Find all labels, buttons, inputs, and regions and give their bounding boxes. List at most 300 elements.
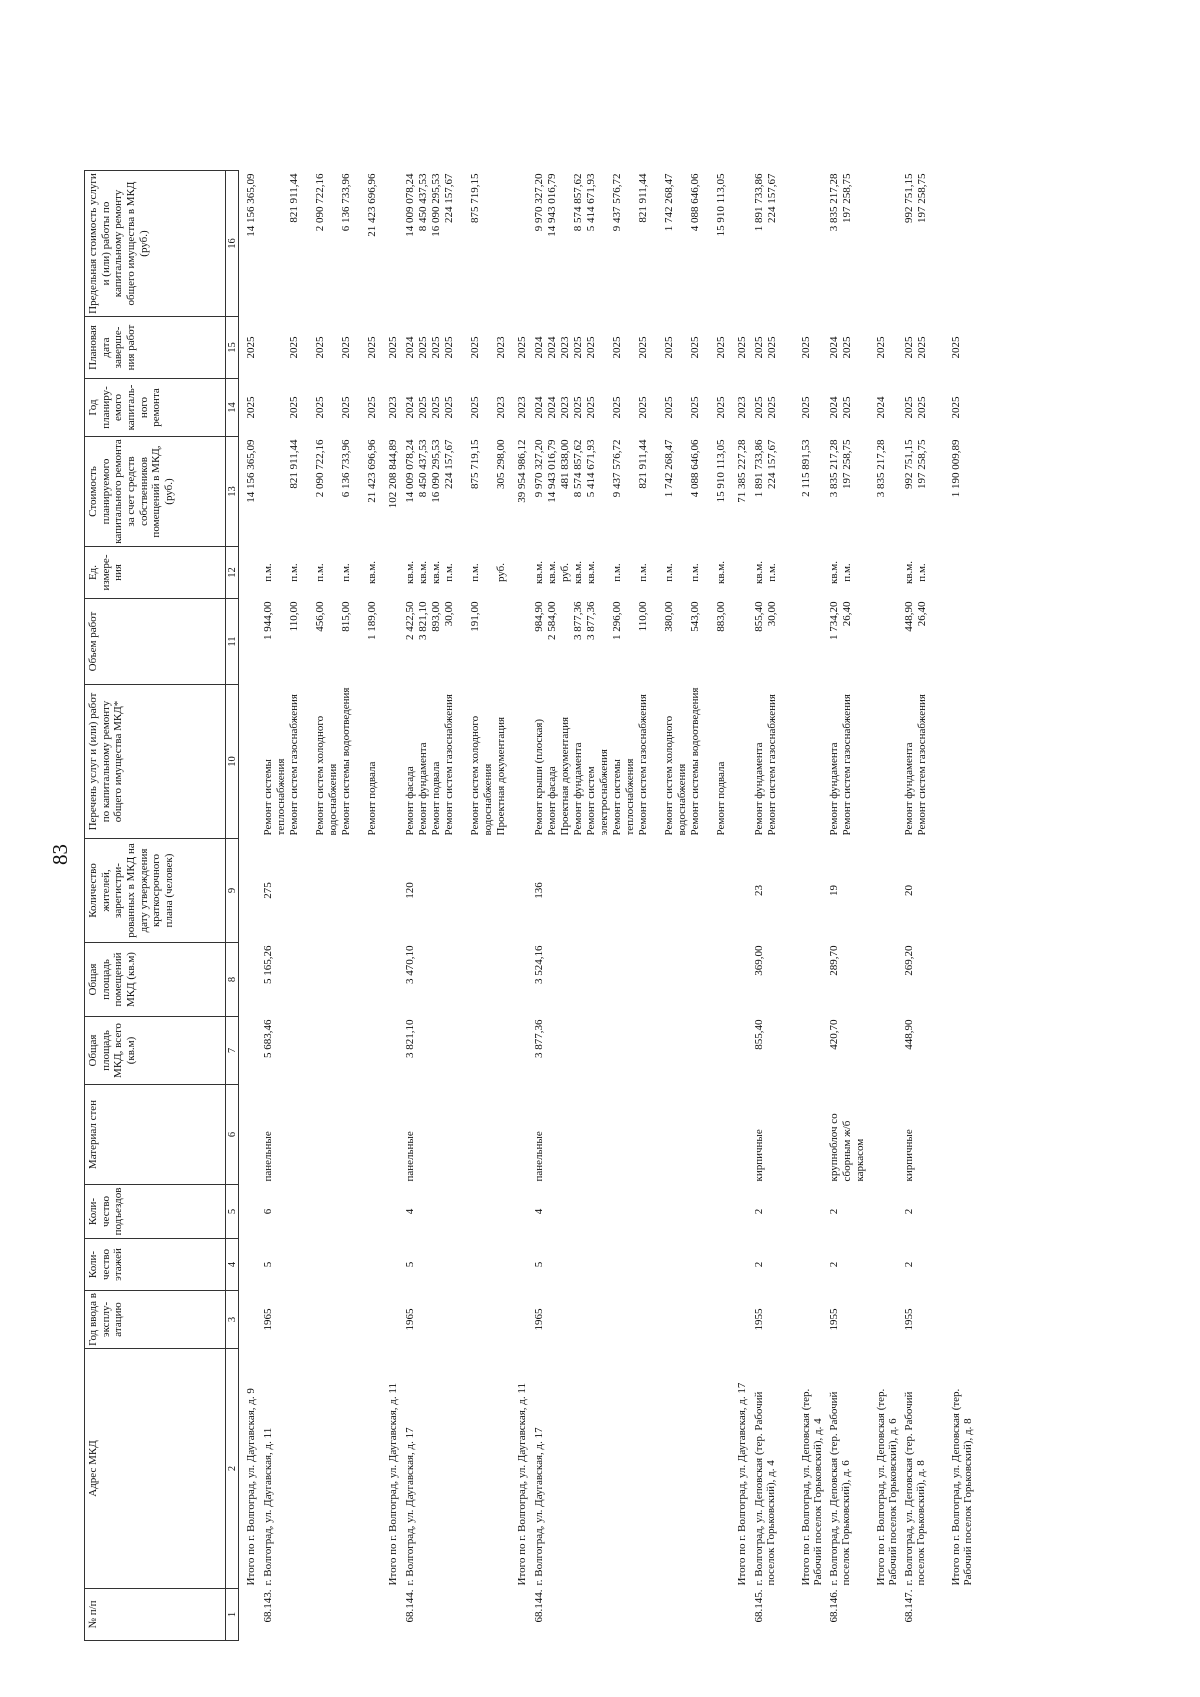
empty-cell	[381, 1239, 402, 1291]
row-number: 68.146.	[828, 1589, 840, 1623]
work-year-cell	[826, 379, 869, 437]
work-unit: кв.м.	[715, 561, 727, 584]
work-volume: 456,00	[314, 601, 326, 632]
work-volume: 3 821,10	[417, 601, 429, 640]
work-year-cell	[402, 379, 510, 437]
work-limit: 14 009 078,24	[404, 173, 416, 237]
col-header-residents: Количество жителей, зарегистри-рованных в МКД на дату утверждения краткосрочного плана (человек)	[85, 839, 226, 943]
work-limit-cell	[826, 171, 869, 317]
empty-cell	[730, 547, 751, 599]
col-header-cost: Стоимость планируемого капитального ремонта за счет средств собственников помещений в МКД, (руб.)	[85, 437, 226, 547]
row-number: 68.147.	[903, 1589, 915, 1623]
work-cost: 197 258,75	[841, 439, 853, 489]
work-unit: п.м.	[637, 563, 649, 582]
house-row	[260, 171, 381, 1641]
work-cost: 821 911,44	[288, 439, 300, 489]
work-name: Ремонт фундамента	[753, 742, 765, 836]
year-built: 1955	[753, 1308, 765, 1331]
work-limit: 8 574 857,62	[572, 173, 584, 232]
subtotal-limit	[381, 171, 402, 317]
work-volume: 1 734,20	[828, 601, 840, 640]
work-unit: п.м.	[340, 563, 352, 582]
empty-cell	[239, 1085, 261, 1185]
work-name: Ремонт крыши (плоская)	[533, 718, 545, 836]
work-year: 2025	[637, 396, 649, 419]
work-volume: 1 296,00	[611, 601, 623, 640]
work-volume-cell	[751, 599, 794, 685]
work-plan-date: 2025	[611, 336, 623, 359]
empty-cell	[869, 1185, 901, 1239]
work-cost: 305 298,00	[495, 439, 507, 489]
floors-count: 2	[828, 1261, 840, 1268]
empty-cell	[239, 1589, 261, 1641]
area-total: 5 683,46	[262, 1019, 274, 1058]
empty-cell	[869, 599, 901, 685]
work-volume: 3 877,36	[585, 601, 597, 640]
floors-count: 5	[404, 1261, 416, 1268]
empty-cell	[730, 1589, 751, 1641]
work-limit: 1 891 733,86	[753, 173, 765, 232]
empty-cell	[794, 685, 826, 839]
work-unit: кв.м.	[546, 561, 558, 584]
work-name: Проектная документация	[559, 716, 571, 836]
area-rooms: 369,00	[753, 945, 765, 976]
empty-cell	[730, 1017, 751, 1085]
wall-material: кирпичные	[753, 1129, 765, 1182]
empty-cell	[794, 943, 826, 1017]
work-year: 2025	[443, 396, 455, 419]
work-unit-cell	[901, 547, 944, 599]
work-year: 2025	[417, 396, 429, 419]
empty-cell	[510, 1589, 531, 1641]
work-unit-cell	[260, 547, 381, 599]
col-number: 16	[226, 171, 239, 317]
table-header	[85, 171, 239, 1641]
empty-cell	[944, 1185, 976, 1239]
work-plan-date: 2024	[404, 336, 416, 359]
work-unit-cell	[402, 547, 510, 599]
empty-cell	[730, 1291, 751, 1349]
work-cost: 15 910 113,05	[715, 439, 727, 503]
house-row	[751, 171, 794, 1641]
work-name: Ремонт системы теплоснабжения	[611, 758, 636, 836]
work-unit: п.м.	[766, 563, 778, 582]
subtotal-cost: 39 954 986,12	[516, 439, 528, 503]
subtotal-plan-date: 2025	[875, 336, 887, 359]
work-name: Ремонт систем холодного водоснабжения	[469, 715, 494, 836]
work-year: 2024	[404, 396, 416, 419]
work-plan-date: 2023	[495, 336, 507, 359]
house-row	[531, 171, 730, 1641]
year-built: 1965	[404, 1308, 416, 1331]
wall-material: кирпичные	[903, 1129, 915, 1182]
work-volume: 30,00	[443, 601, 455, 627]
work-plan-date: 2024	[533, 336, 545, 359]
empty-cell	[869, 1589, 901, 1641]
work-name: Ремонт систем газоснабжения	[443, 694, 455, 836]
work-plan-date-cell	[531, 317, 730, 379]
floors-count: 5	[262, 1261, 274, 1268]
work-plan-date: 2025	[637, 336, 649, 359]
col-header-unit: Ед. измере-ния	[85, 547, 226, 599]
subtotal-limit	[510, 171, 531, 317]
empty-cell	[944, 547, 976, 599]
col-header-num: № п/п	[85, 1589, 226, 1641]
work-name: Ремонт подвала	[715, 761, 727, 836]
year-built: 1955	[903, 1308, 915, 1331]
work-cost: 197 258,75	[916, 439, 928, 489]
area-rooms: 289,70	[828, 945, 840, 976]
house-row	[826, 171, 869, 1641]
area-total: 3 877,36	[533, 1019, 545, 1058]
work-cost: 8 450 437,53	[417, 439, 429, 498]
subtotal-limit	[730, 171, 751, 317]
work-plan-date: 2025	[366, 336, 378, 359]
work-unit: п.м.	[611, 563, 623, 582]
empty-cell	[239, 685, 261, 839]
work-plan-date: 2025	[903, 336, 915, 359]
area-total: 3 821,10	[404, 1019, 416, 1058]
work-volume: 26,40	[916, 601, 928, 627]
work-plan-date: 2025	[753, 336, 765, 359]
work-volume: 110,00	[637, 601, 649, 632]
work-volume: 191,00	[469, 601, 481, 632]
work-unit: п.м.	[469, 563, 481, 582]
work-volume	[559, 602, 572, 682]
work-plan-date	[262, 320, 288, 376]
work-unit-cell	[531, 547, 730, 599]
empty-cell	[381, 1185, 402, 1239]
empty-cell	[730, 599, 751, 685]
empty-cell	[794, 839, 826, 943]
residents-count: 275	[262, 882, 274, 899]
work-limit: 875 719,15	[469, 173, 481, 223]
empty-cell	[239, 547, 261, 599]
work-year: 2025	[715, 396, 727, 419]
work-volume-cell	[402, 599, 510, 685]
work-cost: 875 719,15	[469, 439, 481, 489]
work-plan-date-cell	[826, 317, 869, 379]
empty-cell	[944, 943, 976, 1017]
subtotal-cost: 14 156 365,09	[245, 439, 257, 503]
work-year-cell	[901, 379, 944, 437]
col-number: 12	[226, 547, 239, 599]
empty-cell	[944, 599, 976, 685]
work-cost: 6 136 733,96	[340, 439, 352, 498]
work-volume: 543,00	[689, 601, 701, 632]
subtotal-row	[869, 171, 901, 1641]
work-cost: 224 157,67	[766, 439, 778, 489]
subtotal-row	[381, 171, 402, 1641]
work-cost: 3 835 217,28	[828, 439, 840, 498]
subtotal-label: Итого по г. Волгоград, ул. Деповская (тер. Рабочий поселок Горьковский), д. 8	[950, 1388, 974, 1586]
empty-cell	[510, 1239, 531, 1291]
col-header-limit-cost: Предельная стоимость услуги и (или) работы по капитальному ремонту общего имущества в МКД (руб.)	[85, 171, 226, 317]
row-number: 68.145.	[753, 1589, 765, 1623]
work-name: Ремонт системы теплоснабжения	[262, 758, 287, 836]
area-total: 855,40	[753, 1019, 765, 1050]
entrances-count: 2	[828, 1208, 840, 1215]
work-limit-cell	[260, 171, 381, 317]
work-name: Ремонт фундамента	[417, 742, 429, 836]
empty-cell	[730, 1185, 751, 1239]
empty-cell	[730, 685, 751, 839]
subtotal-cost: 3 835 217,28	[875, 439, 887, 498]
subtotal-cost: 2 115 891,53	[800, 439, 812, 497]
empty-cell	[944, 1291, 976, 1349]
empty-cell	[944, 839, 976, 943]
empty-cell	[510, 943, 531, 1017]
house-address: г. Волгоград, ул. Деповская (тер. Рабочий поселок Горьковский), д. 8	[903, 1391, 927, 1586]
work-limit: 15 910 113,05	[715, 173, 727, 237]
empty-cell	[239, 1291, 261, 1349]
work-cost: 2 090 722,16	[314, 439, 326, 498]
empty-cell	[794, 1185, 826, 1239]
col-header-area-rooms: Общая площадь помещений МКД (кв.м)	[85, 943, 226, 1017]
work-limit-cell	[751, 171, 794, 317]
work-cost-cell	[901, 437, 944, 547]
work-plan-date: 2024	[828, 336, 840, 359]
subtotal-plan-date: 2025	[950, 336, 962, 359]
work-plan-date: 2025	[572, 336, 584, 359]
work-year: 2025	[903, 396, 915, 419]
house-address: г. Волгоград, ул. Даугавская, д. 11	[262, 1427, 274, 1586]
work-volume: 3 877,36	[572, 601, 584, 640]
work-cost: 224 157,67	[443, 439, 455, 489]
work-name-cell	[901, 685, 944, 839]
work-cost-cell	[826, 437, 869, 547]
empty-cell	[730, 1085, 751, 1185]
work-volume: 984,90	[533, 601, 545, 632]
empty-cell	[794, 1017, 826, 1085]
work-volume-cell	[901, 599, 944, 685]
floors-count: 2	[903, 1261, 915, 1268]
work-plan-date: 2025	[443, 336, 455, 359]
empty-cell	[510, 547, 531, 599]
work-plan-date: 2025	[585, 336, 597, 359]
work-year: 2025	[916, 396, 928, 419]
work-year: 2025	[366, 396, 378, 419]
entrances-count: 6	[262, 1208, 274, 1215]
subtotal-plan-date: 2025	[736, 336, 748, 359]
subtotal-row	[944, 171, 976, 1641]
work-plan-date: 2025	[916, 336, 928, 359]
work-year: 2025	[753, 396, 765, 419]
empty-cell	[730, 839, 751, 943]
subtotal-year: 2025	[800, 396, 812, 419]
work-year: 2025	[766, 396, 778, 419]
subtotal-label: Итого по г. Волгоград, ул. Даугавская, д. 9	[245, 1388, 257, 1586]
col-header-area-total: Общая площадь МКД, всего (кв.м)	[85, 1017, 226, 1085]
empty-cell	[239, 943, 261, 1017]
work-volume: 2 584,00	[546, 601, 558, 640]
work-cost: 14 009 078,24	[404, 439, 416, 503]
work-limit-cell	[531, 171, 730, 317]
col-number: 10	[226, 685, 239, 839]
empty-cell	[794, 599, 826, 685]
empty-cell	[944, 685, 976, 839]
work-volume: 448,90	[903, 601, 915, 632]
empty-cell	[510, 1185, 531, 1239]
area-total: 420,70	[828, 1019, 840, 1050]
residents-count: 120	[404, 882, 416, 899]
year-built: 1955	[828, 1308, 840, 1331]
work-name: Ремонт фасада	[546, 766, 558, 836]
work-name: Проектная документация	[495, 716, 507, 836]
col-header-works: Перечень услуг и (или) работ по капитальному ремонту общего имущества МКД*	[85, 685, 226, 839]
work-name: Ремонт систем газоснабжения	[288, 694, 300, 836]
work-limit	[559, 174, 572, 314]
col-number: 3	[226, 1291, 239, 1349]
work-name: Ремонт подвала	[430, 761, 442, 836]
work-plan-date-cell	[402, 317, 510, 379]
work-unit: кв.м.	[585, 561, 597, 584]
col-header-floors: Коли-чество этажей	[85, 1239, 226, 1291]
floors-count: 5	[533, 1261, 545, 1268]
empty-cell	[869, 1085, 901, 1185]
work-volume: 380,00	[663, 601, 675, 632]
area-rooms: 3 524,16	[533, 945, 545, 984]
col-header-repair-year: Год планиру-емого капиталь-ного ремонта	[85, 379, 226, 437]
work-cost	[262, 440, 288, 544]
empty-cell	[381, 1291, 402, 1349]
floors-count: 2	[753, 1261, 765, 1268]
work-name: Ремонт системы водоотведения	[340, 687, 352, 836]
empty-cell	[381, 1085, 402, 1185]
work-unit: п.м.	[443, 563, 455, 582]
house-address: г. Волгоград, ул. Даугавская, д. 17	[533, 1427, 545, 1586]
work-limit: 3 835 217,28	[828, 173, 840, 232]
work-name-cell	[402, 685, 510, 839]
work-plan-date: 2025	[689, 336, 701, 359]
residents-count: 19	[828, 885, 840, 896]
work-plan-date: 2025	[288, 336, 300, 359]
work-cost: 9 437 576,72	[611, 439, 623, 498]
work-volume: 1 944,00	[262, 601, 274, 640]
work-limit	[262, 174, 288, 314]
area-total: 448,90	[903, 1019, 915, 1050]
subtotal-row	[510, 171, 531, 1641]
entrances-count: 2	[903, 1208, 915, 1215]
work-plan-date-cell	[901, 317, 944, 379]
house-address: г. Волгоград, ул. Даугавская, д. 17	[404, 1427, 416, 1586]
work-plan-date: 2025	[766, 336, 778, 359]
work-unit: п.м.	[314, 563, 326, 582]
work-year: 2025	[585, 396, 597, 419]
work-unit: руб.	[495, 562, 507, 583]
empty-cell	[381, 599, 402, 685]
subtotal-limit	[944, 171, 976, 317]
work-cost: 8 574 857,62	[572, 439, 584, 498]
work-cost: 821 911,44	[637, 439, 649, 489]
empty-cell	[730, 1239, 751, 1291]
work-unit: кв.м.	[753, 561, 765, 584]
work-name: Ремонт систем холодного водоснабжения	[663, 715, 688, 836]
area-rooms: 269,20	[903, 945, 915, 976]
empty-cell	[869, 685, 901, 839]
column-number-row	[226, 171, 239, 1641]
work-limit: 821 911,44	[637, 173, 649, 223]
work-limit: 224 157,67	[443, 173, 455, 223]
house-row	[402, 171, 510, 1641]
residents-count: 136	[533, 882, 545, 899]
house-address: г. Волгоград, ул. Деповская (тер. Рабочий поселок Горьковский), д. 6	[828, 1391, 852, 1586]
work-limit: 1 742 268,47	[663, 173, 675, 232]
year-built: 1965	[262, 1308, 274, 1331]
col-number: 9	[226, 839, 239, 943]
work-year: 2025	[572, 396, 584, 419]
col-header-volume: Объем работ	[85, 599, 226, 685]
col-number: 2	[226, 1349, 239, 1589]
col-number: 14	[226, 379, 239, 437]
work-volume: 26,40	[841, 601, 853, 627]
work-volume: 883,00	[715, 601, 727, 632]
year-built: 1965	[533, 1308, 545, 1331]
work-cost: 21 423 696,96	[366, 439, 378, 503]
work-name: Ремонт систем холодного водоснабжения	[314, 715, 339, 836]
empty-cell	[239, 599, 261, 685]
subtotal-plan-date: 2025	[245, 336, 257, 359]
work-cost: 992 751,15	[903, 439, 915, 489]
work-plan-date-cell	[751, 317, 794, 379]
subtotal-plan-date: 2025	[387, 336, 399, 359]
work-unit-cell	[826, 547, 869, 599]
subtotal-row	[239, 171, 261, 1641]
work-unit: кв.м.	[572, 561, 584, 584]
work-limit: 4 088 646,06	[689, 173, 701, 232]
empty-cell	[869, 1239, 901, 1291]
subtotal-year: 2023	[387, 396, 399, 419]
col-number: 8	[226, 943, 239, 1017]
work-year: 2023	[559, 396, 571, 419]
work-volume: 30,00	[766, 601, 778, 627]
col-number: 7	[226, 1017, 239, 1085]
col-number: 13	[226, 437, 239, 547]
work-year: 2025	[663, 396, 675, 419]
work-unit: руб.	[559, 562, 571, 583]
work-year-cell	[531, 379, 730, 437]
empty-cell	[239, 1185, 261, 1239]
work-name-cell	[751, 685, 794, 839]
entrances-count: 4	[404, 1208, 416, 1215]
col-header-year-built: Год ввода в эксплу-атацию	[85, 1291, 226, 1349]
work-year: 2025	[314, 396, 326, 419]
subtotal-limit	[794, 171, 826, 317]
subtotal-year: 2023	[736, 396, 748, 419]
work-unit: кв.м.	[828, 561, 840, 584]
row-number: 68.144.	[404, 1589, 416, 1623]
work-year: 2025	[689, 396, 701, 419]
work-cost: 481 838,00	[559, 439, 571, 489]
subtotal-row	[730, 171, 751, 1641]
empty-cell	[510, 1291, 531, 1349]
table-body	[239, 171, 977, 1641]
work-volume-cell	[826, 599, 869, 685]
work-name: Ремонт фундамента	[828, 742, 840, 836]
work-limit: 197 258,75	[841, 173, 853, 223]
subtotal-label: Итого по г. Волгоград, ул. Деповская (тер. Рабочий поселок Горьковский), д. 6	[875, 1388, 899, 1586]
work-plan-date: 2025	[314, 336, 326, 359]
col-header-plan-date: Плановая дата заверше-ния работ	[85, 317, 226, 379]
col-number: 1	[226, 1589, 239, 1641]
work-plan-date-cell	[260, 317, 381, 379]
empty-cell	[510, 1085, 531, 1185]
empty-cell	[794, 1085, 826, 1185]
work-unit: п.м.	[689, 563, 701, 582]
empty-cell	[794, 1291, 826, 1349]
work-unit-cell	[751, 547, 794, 599]
empty-cell	[869, 839, 901, 943]
